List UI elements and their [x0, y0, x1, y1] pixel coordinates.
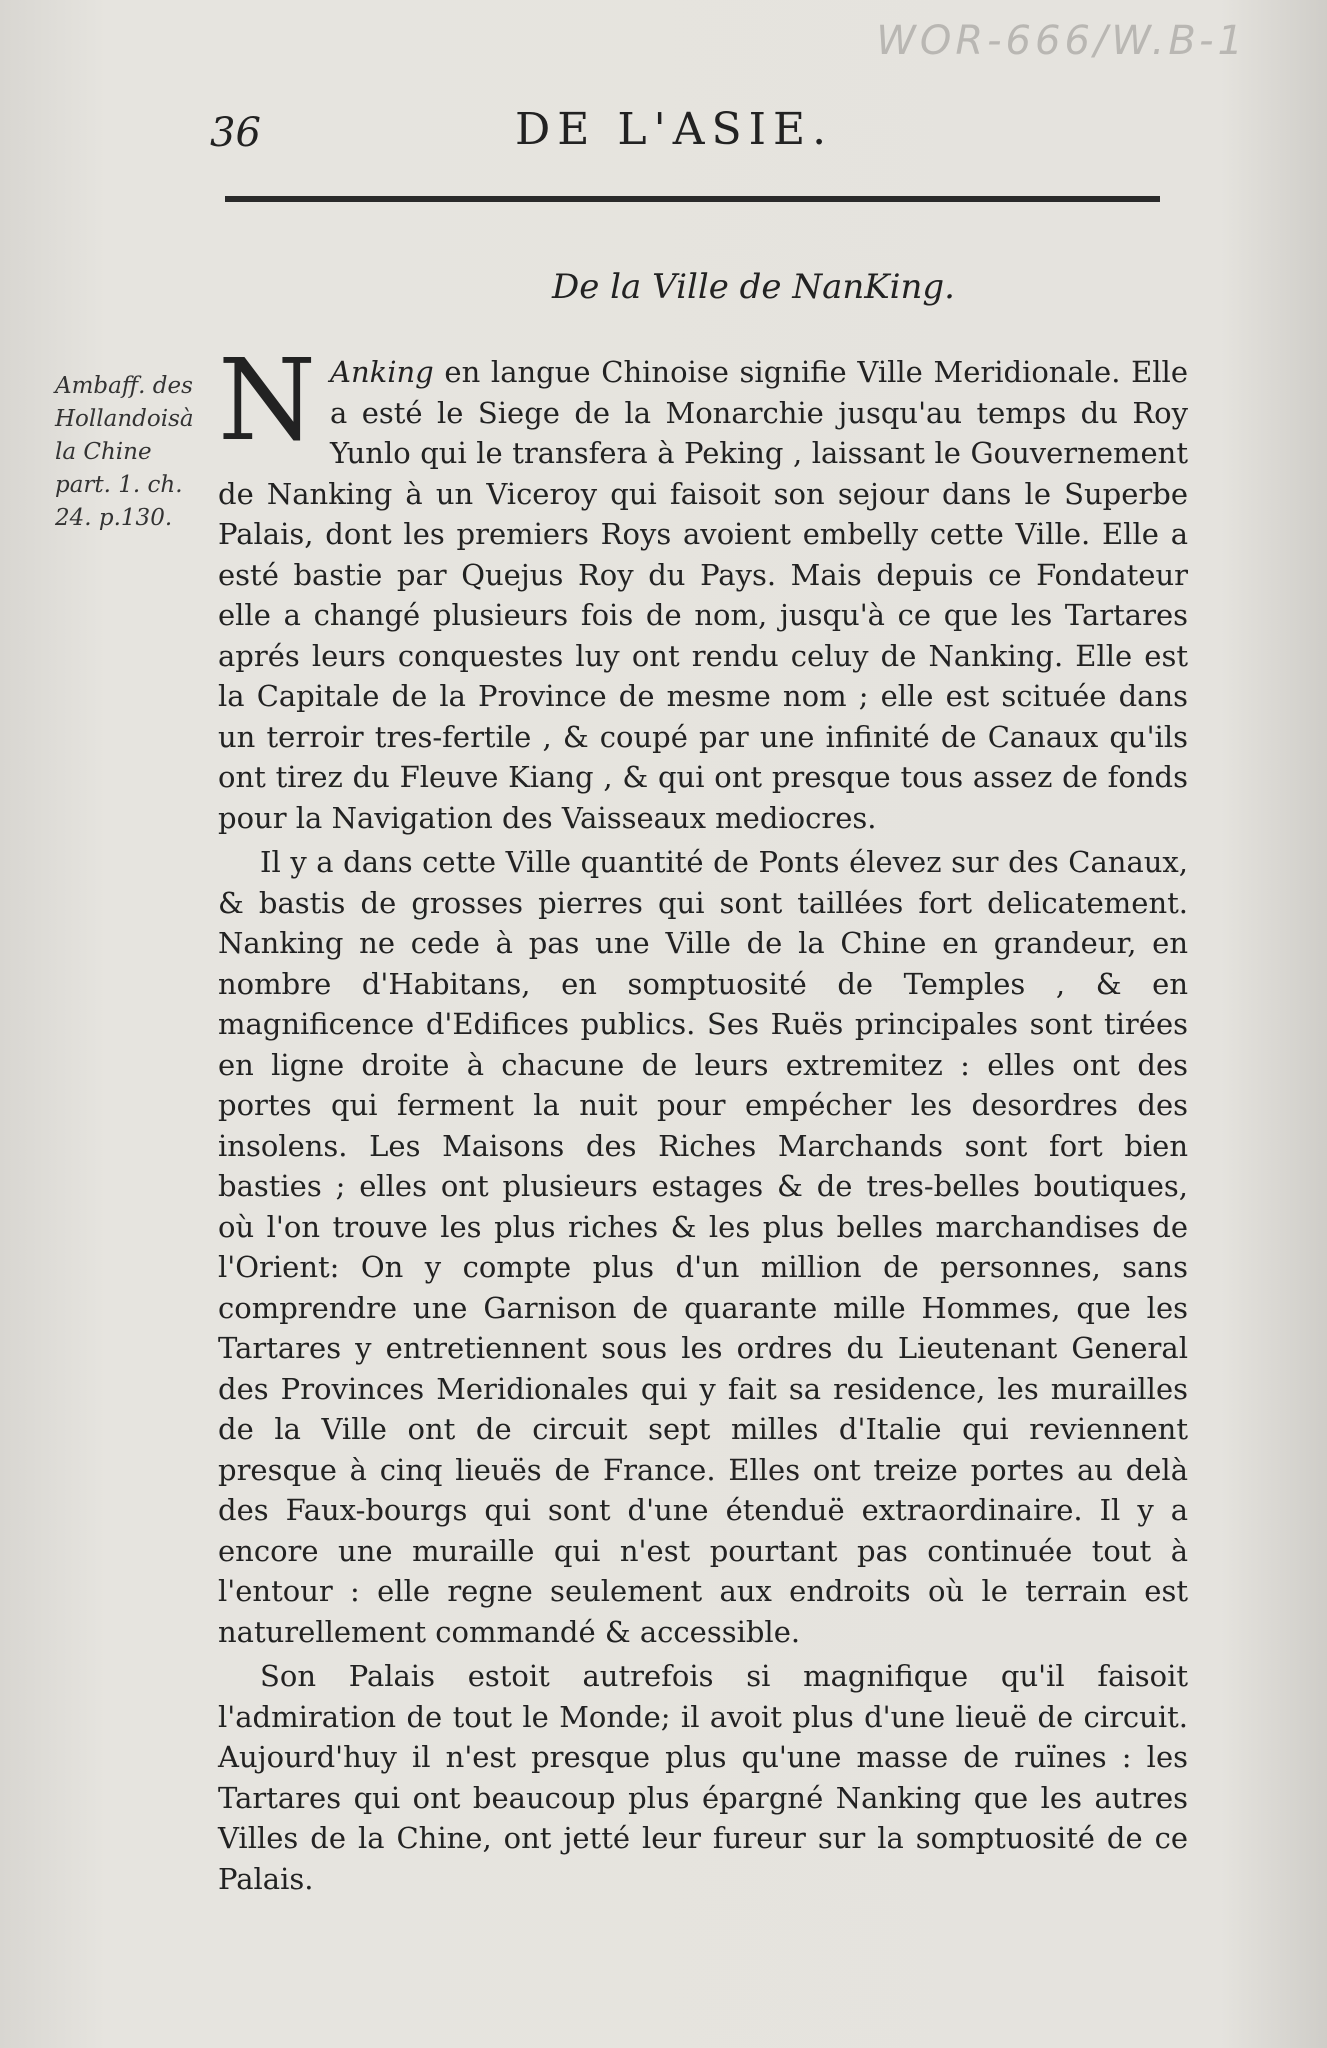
body-text: [218, 336, 1188, 1903]
margin-note: Ambaff. des Hollandoisà la Chine part. 1. ch. 24. p.130.: [55, 373, 194, 531]
drop-cap: N: [218, 336, 316, 466]
paragraph-1-text: en langue Chinoise signifie Ville Meridionale. Elle a esté le Siege de la Monarchie jusqu'au temps du Roy Yunlo qui le transfera à Peking , laissant le Gouvernement de Nanking à un Viceroy qui faisoit son sejour dans le Superbe Palais, dont les premiers Roys avoient embelly cette Ville. Elle a esté bastie par Quejus Roy du Pays. Mais depuis ce Fondateur elle a changé plusieurs fois de nom, jusqu'à ce que les Tartares aprés leurs conquestes luy ont rendu celuy de Nanking. Elle est la Capitale de la Province de mesme nom ; elle est scituée dans un terroir tres-fertile , & coupé par une infinité de Canaux qu'ils ont tirez du Fleuve Kiang , & qui ont presque tous assez de fonds pour la Navigation des Vaisseaux mediocres.: [218, 355, 1188, 835]
paragraph-1: [218, 336, 1188, 838]
running-head: DE L'ASIE.: [515, 104, 834, 155]
header-rule: [225, 196, 1160, 202]
paragraph-2: Il y a dans cette Ville quantité de Ponts élevez sur des Canaux, & bastis de grosses pierres qui sont taillées fort delicatement. Nanking ne cede à pas une Ville de la Chine en grandeur, en nombre d'Habitans, en somptuosité de Temples , & en magnificence d'Edifices publics. Ses Ruës principales sont tirées en ligne droite à chacune de leurs extremitez : elles ont des portes qui ferment la nuit pour empécher les desordres des insolens. Les Maisons des Riches Marchands sont fort bien basties ; elles ont plusieurs estages & de tres-belles boutiques, où l'on trouve les plus riches & les plus belles marchandises de l'Orient: On y compte plus d'un million de personnes, sans comprendre une Garnison de quarante mille Hommes, que les Tartares y entretiennent sous les ordres du Lieutenant General des Provinces Meridionales qui y fait sa residence, les murailles de la Ville ont de circuit sept milles d'Italie qui reviennent presque à cinq lieuës de France. Elles ont treize portes au delà des Faux-bourgs qui sont d'une étenduë extraordinaire. Il y a encore une muraille qui n'est pourtant pas continuée tout à l'entour : elle regne seulement aux endroits où le terrain est naturellement commandé & accessible.: [218, 845, 1188, 1649]
page-number: 36: [210, 110, 261, 156]
section-title: De la Ville de NanKing.: [551, 267, 955, 307]
first-word: Anking: [330, 355, 434, 389]
archive-pencil-mark: WOR-666/W.B-1: [876, 18, 1247, 64]
paragraph-3: Son Palais estoit autrefois si magnifique qu'il faisoit l'admiration de tout le Monde; il avoit plus d'une lieuë de circuit. Aujourd'huy il n'est presque plus qu'une masse de ruïnes : les Tartares qui ont beaucoup plus épargné Nanking que les autres Villes de la Chine, ont jetté leur fureur sur la somptuosité de ce Palais.: [218, 1659, 1188, 1896]
